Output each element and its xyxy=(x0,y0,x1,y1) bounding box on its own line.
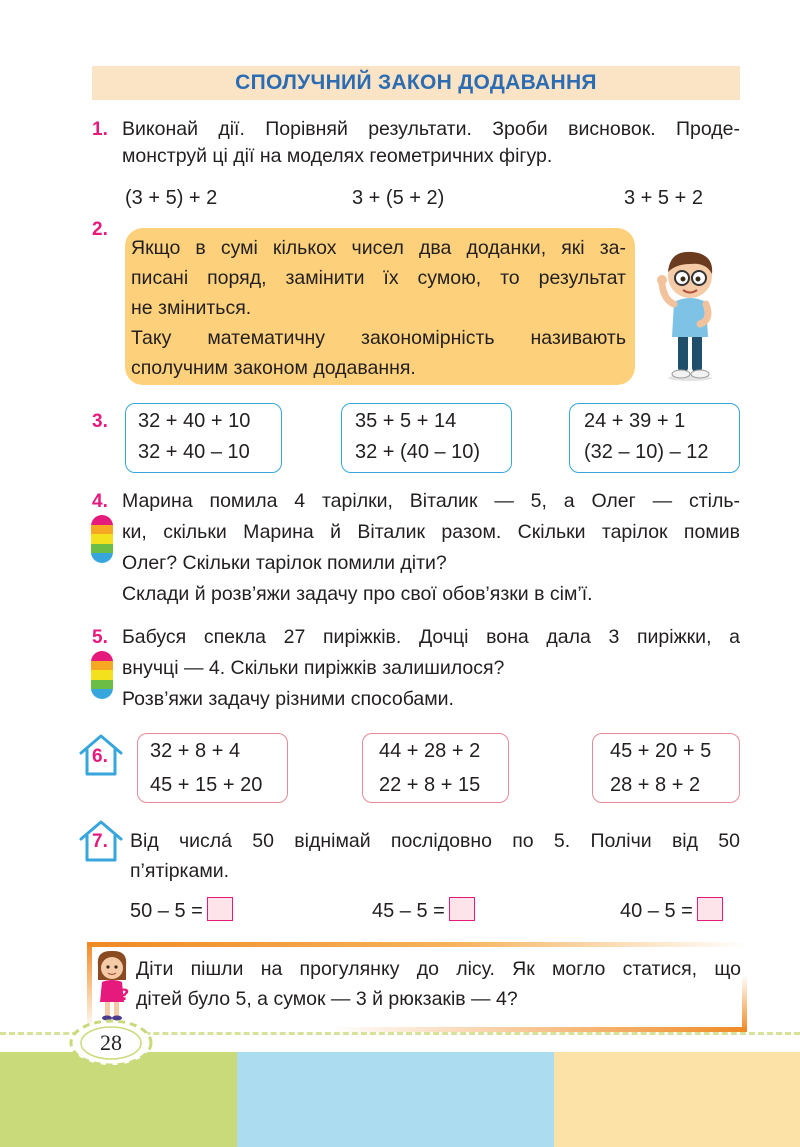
task-3-box-2-expr-2: 32 + (40 – 10) xyxy=(355,441,481,463)
task-6-box-3-expr-2: 28 + 8 + 2 xyxy=(610,774,701,796)
rule-line-3: не зміниться. xyxy=(131,297,252,319)
task-4-line-2: ки, скільки Марина й Віталик разом. Скільки тарілок помив xyxy=(122,521,740,543)
section-title: СПОЛУЧНИЙ ЗАКОН ДОДАВАННЯ xyxy=(235,71,597,94)
boy-illustration xyxy=(650,242,730,382)
section-title-bar xyxy=(92,66,740,100)
task-3-box-1-expr-1: 32 + 40 + 10 xyxy=(138,410,251,432)
page-number: 28 xyxy=(100,1030,122,1055)
task-7-equation-2-text: 45 – 5 = xyxy=(372,900,445,922)
task-3-box-2 xyxy=(341,403,512,473)
task-1-number: 1. xyxy=(92,119,108,140)
task-5-line-3: Розв’яжи задачу різними способами. xyxy=(122,688,454,710)
task-1-text-line-1: Виконай дії. Порівняй результати. Зроби висновок. Проде- xyxy=(122,118,740,140)
rule-line-2: писані поряд, замінити їх сумою, то результат xyxy=(131,267,626,289)
task-3-box-3-expr-1: 24 + 39 + 1 xyxy=(584,410,686,432)
answer-box[interactable] xyxy=(697,897,723,921)
task-6-box-3-expr-1: 45 + 20 + 5 xyxy=(610,740,712,762)
task-4-number: 4. xyxy=(92,491,108,512)
difficulty-stripes-icon xyxy=(91,515,113,563)
task-4-line-4: Склади й розв’яжи задачу про свої обов’язки в сім’ї. xyxy=(122,583,593,605)
girl-illustration xyxy=(92,948,132,1022)
rule-line-5: сполучним законом додавання. xyxy=(131,357,416,379)
task-3-box-3-expr-2: (32 – 10) – 12 xyxy=(584,441,709,463)
puzzle-line-1: Діти пішли на прогулянку до лісу. Як могло статися, що xyxy=(136,958,741,980)
task-7-equation-3 xyxy=(620,897,723,923)
task-4-line-1: Марина помила 4 тарілки, Віталик — 5, а Олег — стіль- xyxy=(122,490,740,512)
rule-line-4: Таку математичну закономірність називають xyxy=(131,327,626,349)
task-5-line-1: Бабуся спекла 27 пиріжків. Дочці вона дала 3 пиріжки, а xyxy=(122,626,740,648)
task-1-text-line-2: монструй ці дії на моделях геометричних фігур. xyxy=(122,145,553,167)
puzzle-line-2: дітей було 5, а сумок — 3 й рюкзаків — 4? xyxy=(136,988,518,1010)
task-5-line-2: внучці — 4. Скільки пиріжків залишилося? xyxy=(122,657,505,679)
svg-text:?: ? xyxy=(120,985,130,1004)
task-6-box-2-expr-1: 44 + 28 + 2 xyxy=(379,740,481,762)
bottom-band-yellow xyxy=(554,1052,800,1147)
answer-box[interactable] xyxy=(449,897,475,921)
bottom-band-blue xyxy=(237,1052,554,1147)
task-6-box-1 xyxy=(137,733,288,803)
puzzle-frame-top xyxy=(87,942,747,947)
task-3-box-1-expr-2: 32 + 40 – 10 xyxy=(138,441,250,463)
task-1-expression-3: 3 + 5 + 2 xyxy=(624,187,703,209)
task-3-box-3 xyxy=(569,403,740,473)
task-5-number: 5. xyxy=(92,627,108,648)
task-6-box-2 xyxy=(362,733,509,803)
task-2-number: 2. xyxy=(92,219,108,240)
task-3-number: 3. xyxy=(92,411,108,432)
task-7-line-2: п’ятірками. xyxy=(130,860,230,882)
task-7-number: 7. xyxy=(92,831,108,852)
difficulty-stripes-icon xyxy=(91,651,113,699)
answer-box[interactable] xyxy=(207,897,233,921)
task-6-box-2-expr-2: 22 + 8 + 15 xyxy=(379,774,481,796)
task-3-box-2-expr-1: 35 + 5 + 14 xyxy=(355,410,457,432)
puzzle-frame-right xyxy=(742,975,747,1032)
task-7-equation-2 xyxy=(372,897,475,923)
rule-line-1: Якщо в сумі кількох чисел два доданки, які за- xyxy=(131,237,626,259)
task-6-box-1-expr-2: 45 + 15 + 20 xyxy=(150,774,263,796)
task-6-box-1-expr-1: 32 + 8 + 4 xyxy=(150,740,241,762)
task-3-box-1 xyxy=(125,403,282,473)
task-7-line-1: Від числá 50 віднімай послідовно по 5. Полічи від 50 xyxy=(130,830,740,852)
task-7-equation-1-text: 50 – 5 = xyxy=(130,900,203,922)
task-6-number: 6. xyxy=(92,746,108,767)
task-4-line-3: Олег? Скільки тарілок помили діти? xyxy=(122,552,447,574)
task-1-expression-2: 3 + (5 + 2) xyxy=(352,187,445,209)
task-7-equation-1 xyxy=(130,897,233,923)
task-7-equation-3-text: 40 – 5 = xyxy=(620,900,693,922)
task-6-box-3 xyxy=(592,733,740,803)
task-1-expression-1: (3 + 5) + 2 xyxy=(125,187,218,209)
